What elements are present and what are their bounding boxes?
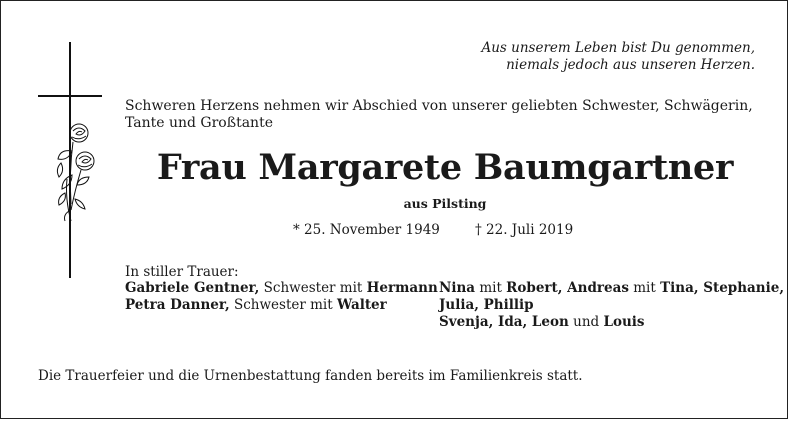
birth-date: * 25. November 1949	[293, 222, 440, 238]
mourner-text: mit	[475, 280, 507, 296]
cross-icon-bar	[38, 95, 102, 97]
intro-text	[125, 98, 765, 132]
deceased-origin: aus Pilsting	[403, 196, 487, 211]
quote-line: Aus unserem Leben bist Du genommen,	[481, 40, 755, 56]
mourner-text: Schwester mit	[259, 280, 367, 296]
deceased-name: Frau Margarete Baumgartner	[156, 147, 734, 188]
mourner-line	[439, 314, 769, 331]
quote-line: niemals jedoch aus unseren Herzen.	[506, 57, 755, 73]
mourner-text: Gabriele Gentner,	[125, 280, 260, 296]
mourner-line	[125, 280, 438, 297]
mourner-text: Svenja, Ida, Leon	[439, 314, 569, 330]
mourner-text: Petra Danner,	[125, 297, 230, 313]
mourner-text: Tina, Stephanie,	[660, 280, 785, 296]
mourner-line	[439, 280, 785, 297]
mourners-left-column	[125, 280, 438, 314]
mourner-text: Julia, Phillip	[439, 297, 534, 313]
mourner-text: und	[568, 314, 604, 330]
intro-line: Tante und Großtante	[125, 115, 273, 131]
mourner-text: Schwester mit	[229, 297, 337, 313]
roses-icon	[53, 119, 97, 229]
mourner-line	[439, 297, 769, 314]
mourner-text: Hermann	[366, 280, 438, 296]
mourners-title: In stiller Trauer:	[125, 264, 239, 280]
memorial-quote	[441, 40, 755, 74]
intro-line: Schweren Herzens nehmen wir Abschied von unserer geliebten Schwester, Schwägerin,	[125, 98, 753, 114]
mourner-line	[125, 297, 425, 314]
footer-note: Die Trauerfeier und die Urnenbestattung fanden bereits im Familienkreis statt.	[38, 368, 583, 384]
mourner-text: mit	[628, 280, 661, 296]
death-date: † 22. Juli 2019	[475, 222, 574, 238]
mourners-right-column	[439, 280, 785, 331]
mourner-text: Louis	[603, 314, 645, 330]
mourner-text: Robert, Andreas	[506, 280, 629, 296]
mourner-text: Walter	[336, 297, 387, 313]
mourner-text: Nina	[439, 280, 476, 296]
